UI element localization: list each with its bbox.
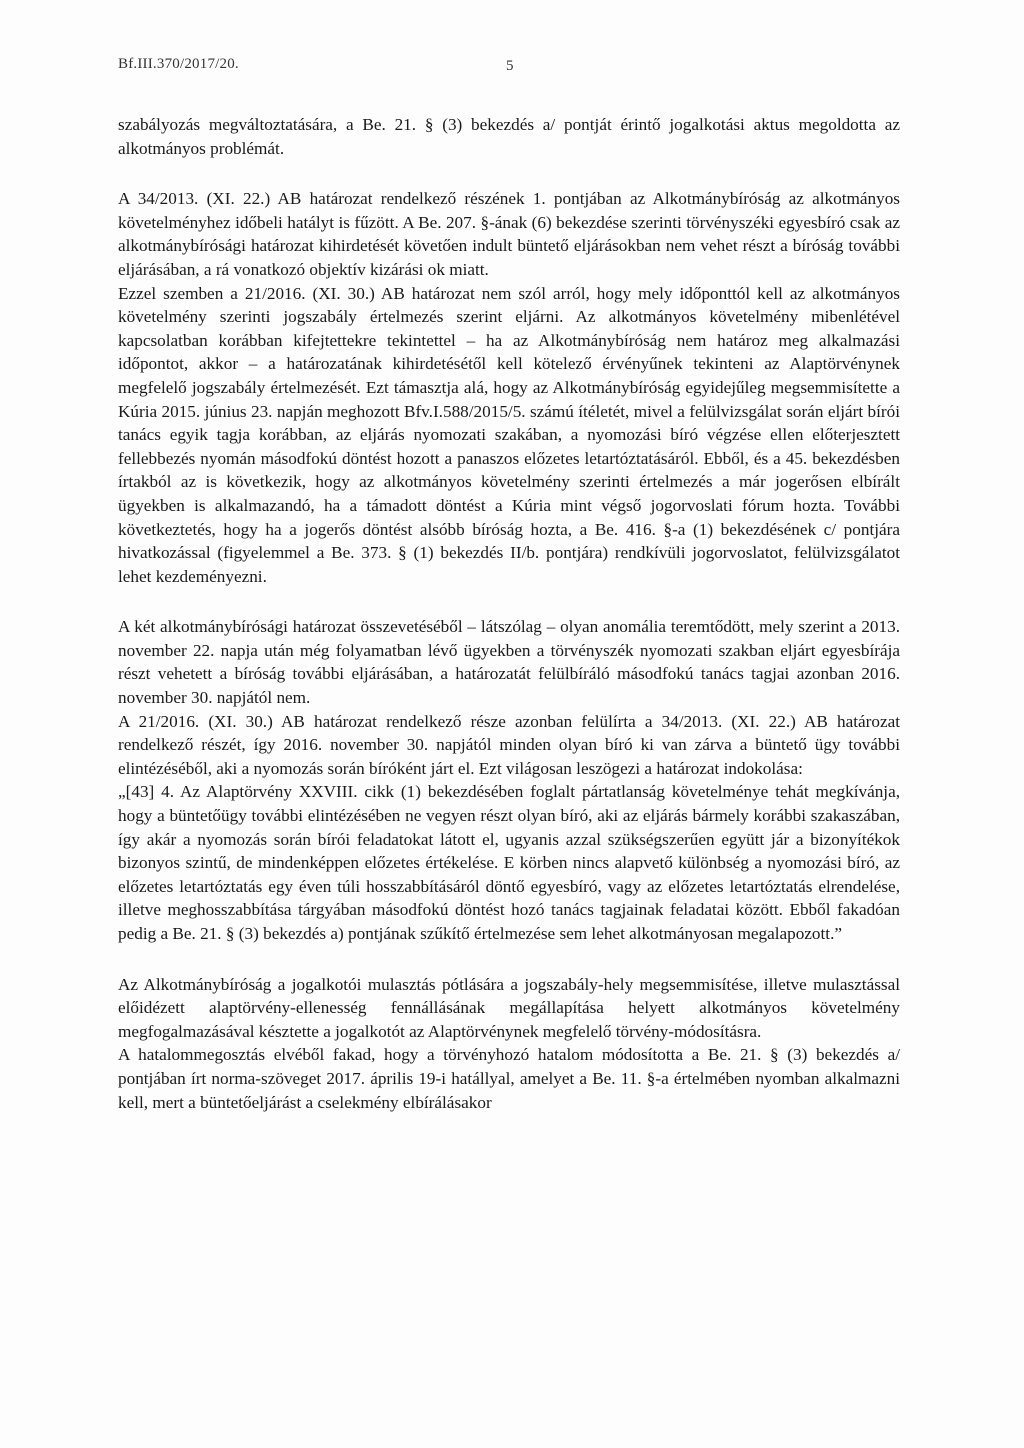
page-number: 5: [506, 58, 514, 74]
paragraph: A hatalommegosztás elvéből fakad, hogy a törvényhozó hatalom módosította a Be. 21. § (3) bekezdés a/ pontjában írt norma-szöveget 2017. április 19-i hatállyal, amelyet a Be. 11. §-a értelmében nyomban alkalmazni kell, mert a büntetőeljárást a cselekmény elbírálásakor: [118, 1045, 900, 1112]
document-body: [118, 113, 900, 1114]
paragraph: szabályozás megváltoztatására, a Be. 21. § (3) bekezdés a/ pontját érintő jogalkotási aktus megoldotta az alkotmányos problémát.: [118, 115, 900, 158]
paragraph: A 21/2016. (XI. 30.) AB határozat rendelkező része azonban felülírta a 34/2013. (XI. 22.) AB határozat rendelkező részét, így 2016. november 30. napjától minden olyan bíró ki van zárva a büntető ügy további elintézéséből, aki a nyomozás során bíróként járt el. Ezt világosan leszögezi a határozat indokolása:: [118, 711, 900, 778]
paragraph: A két alkotmánybírósági határozat összevetéséből – látszólag – olyan anomália teremtődött, mely szerint a 2013. november 22. napja után még folyamatban lévő ügyekben a törvényszék nyomozati szakban eljárt egyesbírája részt vehetett a bíróság további eljárásában, a határozatát felülbíráló másodfokú tanács tagjai azonban 2016. november 30. napjától nem.: [118, 617, 900, 708]
case-reference: Bf.III.370/2017/20.: [118, 56, 239, 72]
paragraph: A 34/2013. (XI. 22.) AB határozat rendelkező részének 1. pontjában az Alkotmánybíróság az alkotmányos követelményhez időbeli hatályt is fűzött. A Be. 207. §-ának (6) bekezdése szerinti törvényszéki egyesbíró csak az alkotmánybírósági határozat kihirdetését követően indult büntető eljárásokban nem vehet részt a bíróság további eljárásában, a rá vonatkozó objektív kizárási ok miatt.: [118, 189, 900, 279]
page-header: [118, 56, 918, 80]
quoted-paragraph: „[43] 4. Az Alaptörvény XXVIII. cikk (1) bekezdésében foglalt pártatlanság követelménye tehát megkívánja, hogy a büntetőügy további elintézésében ne vegyen részt olyan bíró, aki az eljárás bármely korábbi szakaszában, így akár a nyomozás során bírói feladatokat látott el, ugyanis azzal szükségszerűen együtt jár a bizonyítékok bizonyos szintű, de mindenképpen előzetes értékelése. E körben nincs alapvető különbség a nyomozási bíró, az előzetes letartóztatás egy éven túli hosszabbításáról döntő egyesbíró, vagy az előzetes letartóztatás elrendelése, illetve meghosszabbítása tárgyában másodfokú döntést hozó tanács tagjainak feladatai között. Ebből fakadóan pedig a Be. 21. § (3) bekezdés a) pontjának szűkítő értelmezése sem lehet alkotmányosan megalapozott.”: [118, 782, 900, 943]
paragraph: Az Alkotmánybíróság a jogalkotói mulasztás pótlására a jogszabály-hely megsemmisítése, illetve mulasztással előidézett alaptörvény-ellenesség fennállásának megállapítása helyett alkotmányos követelmény megfogalmazásával késztette a jogalkotót az Alaptörvénynek megfelelő törvény-módosításra.: [118, 974, 900, 1041]
paragraph: Ezzel szemben a 21/2016. (XI. 30.) AB határozat nem szól arról, hogy mely időponttól kell az alkotmányos követelmény szerinti jogszabály értelmezés szerint eljárni. Az alkotmányos követelmény mibenlétével kapcsolatban korábban kifejtettekre tekintettel – ha az Alkotmánybíróság nem határoz meg alkalmazási időpontot, akkor – a határozatának kihirdetésétől kell kötelező érvényűnek tekinteni az Alaptörvénynek megfelelő jogszabály értelmezését. Ezt támasztja alá, hogy az Alkotmánybíróság egyidejűleg megsemmisítette a Kúria 2015. június 23. napján meghozott Bfv.I.588/2015/5. számú ítéletét, mivel a felülvizsgálat során eljárt bírói tanács egyik tagja korábban, az eljárás nyomozati szakában, a nyomozási bíró végzése ellen előterjesztett fellebbezés nyomán másodfokú döntést hozott a panaszos előzetes letartóztatásáról. Ebből, és a 45. bekezdésben írtakból az is következik, hogy az alkotmányos követelmény szerinti értelmezés a már jogerősen elbírált ügyekben is alkalmazandó, ha a támadott döntést a Kúria mint végső jogorvoslati fórum hozta. További következtetés, hogy ha a jogerős döntést alsóbb bíróság hozta, a Be. 416. §-a (1) bekezdésének c/ pontjára hivatkozással (figyelemmel a Be. 373. § (1) bekezdés II/b. pontjára) rendkívüli jogorvoslatot, felülvizsgálatot lehet kezdeményezni.: [118, 283, 900, 586]
